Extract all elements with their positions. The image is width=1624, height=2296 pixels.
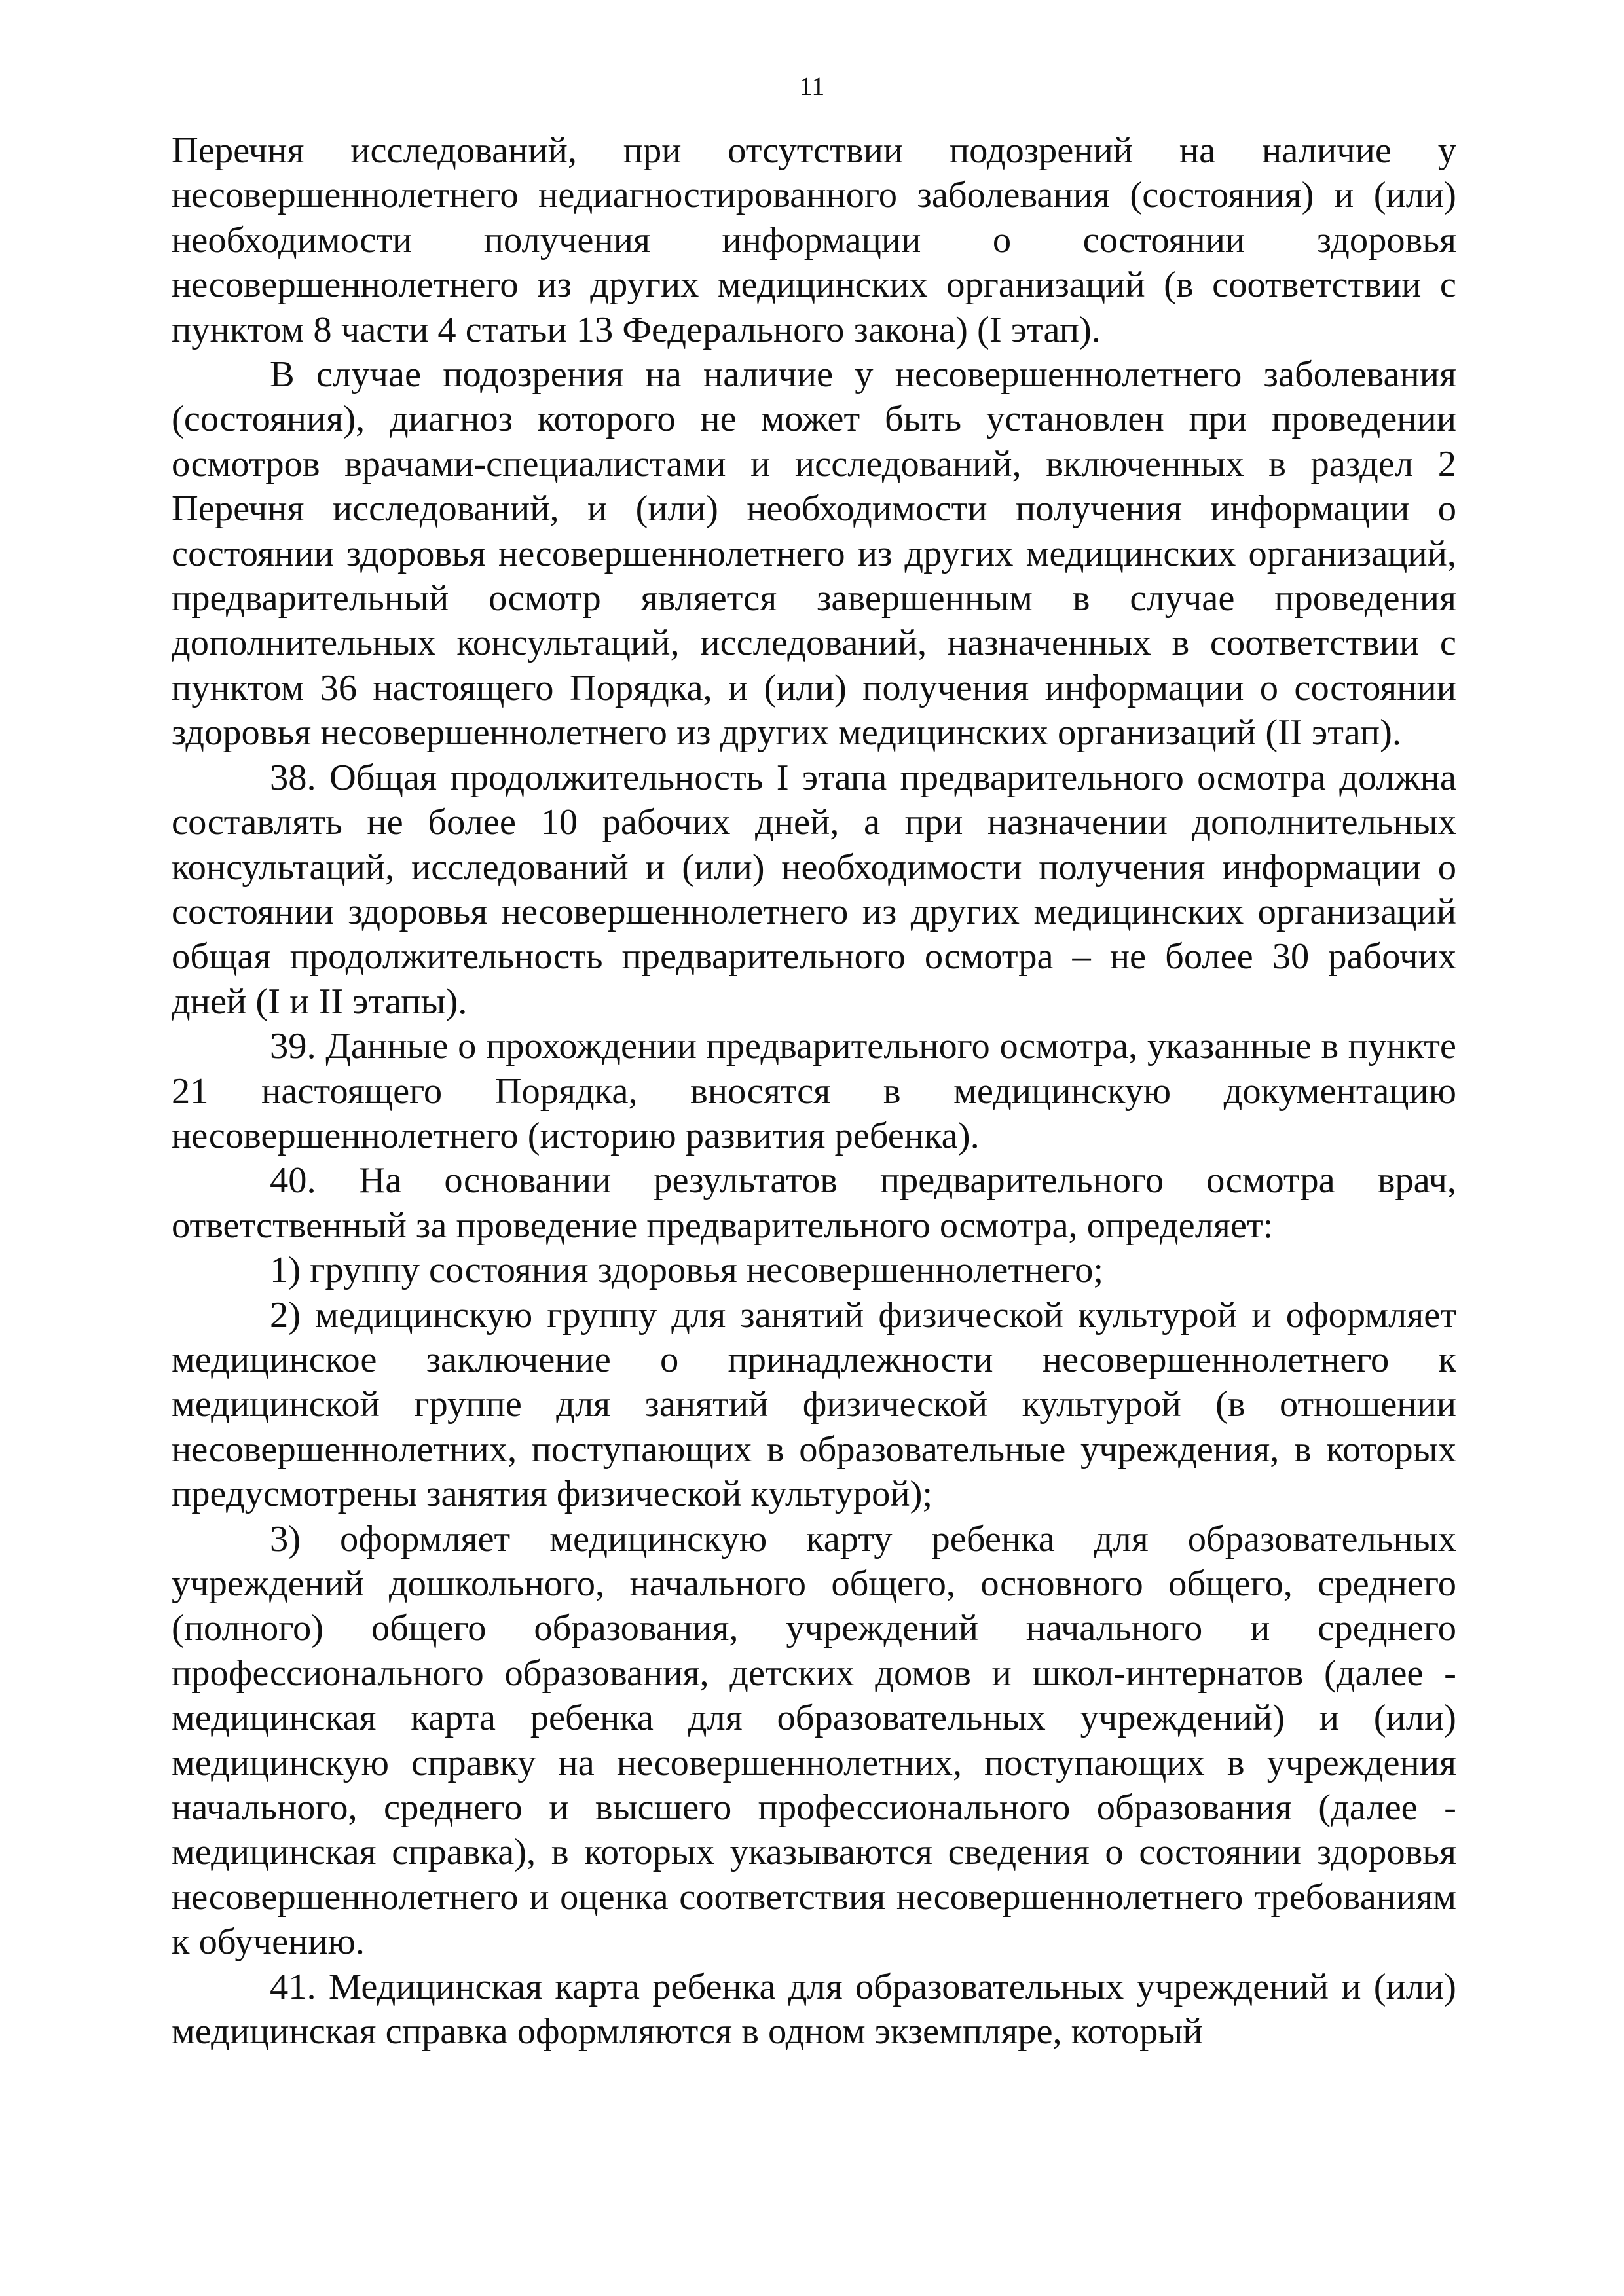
- document-body: [172, 128, 1456, 2054]
- paragraph-suspicion-case: В случае подозрения на наличие у несовершеннолетнего заболевания (состояния), диагноз которого не может быть установлен при проведении осмотров врачами-специалистами и исследований, включенных в раздел 2 Перечня исследований, и (или) необходимости получения информации о состоянии здоровья несовершеннолетнего из других медицинских организаций, предварительный осмотр является завершенным в случае проведения дополнительных консультаций, исследований, назначенных в соответствии с пунктом 36 настоящего Порядка, и (или) получения информации о состоянии здоровья несовершеннолетнего из других медицинских организаций (II этап).: [172, 354, 1456, 754]
- paragraph-subitem-1: 1) группу состояния здоровья несовершеннолетнего;: [270, 1250, 1104, 1291]
- paragraph-item-38: 38. Общая продолжительность I этапа предварительного осмотра должна составлять не более 10 рабочих дней, а при назначении дополнительных консультаций, исследований и (или) необходимости получения информации о состоянии здоровья несовершеннолетнего из других медицинских организаций общая продолжительность предварительного осмотра – не более 30 рабочих дней (I и II этапы).: [172, 757, 1456, 1022]
- paragraph-item-39: 39. Данные о прохождении предварительного осмотра, указанные в пункте 21 настоящего Порядка, вносятся в медицинскую документацию несовершеннолетнего (историю развития ребенка).: [172, 1026, 1456, 1156]
- paragraph-item-40: 40. На основании результатов предварительного осмотра врач, ответственный за проведение предварительного осмотра, определяет:: [172, 1160, 1456, 1246]
- paragraph-continuation: Перечня исследований, при отсутствии подозрений на наличие у несовершеннолетнего недиагностированного заболевания (состояния) и (или) необходимости получения информации о состоянии здоровья несовершеннолетнего из других медицинских организаций (в соответствии с пунктом 8 части 4 статьи 13 Федерального закона) (I этап).: [172, 130, 1456, 350]
- paragraph-subitem-2: 2) медицинскую группу для занятий физической культурой и оформляет медицинское заключение о принадлежности несовершеннолетнего к медицинской группе для занятий физической культурой (в отношении несовершеннолетних, поступающих в образовательные учреждения, в которых предусмотрены занятия физической культурой);: [172, 1294, 1456, 1515]
- paragraph-subitem-3: 3) оформляет медицинскую карту ребенка для образовательных учреждений дошкольного, начального общего, основного общего, среднего (полного) общего образования, учреждений начального и среднего профессионального образования, детских домов и школ-интернатов (далее - медицинская карта ребенка для образовательных учреждений) и (или) медицинскую справку на несовершеннолетних, поступающих в учреждения начального, среднего и высшего профессионального образования (далее - медицинская справка), в которых указываются сведения о состоянии здоровья несовершеннолетнего и оценка соответствия несовершеннолетнего требованиям к обучению.: [172, 1518, 1456, 1963]
- page-number: 11: [799, 71, 825, 101]
- paragraph-item-41: 41. Медицинская карта ребенка для образовательных учреждений и (или) медицинская справка оформляются в одном экземпляре, который: [172, 1966, 1456, 2052]
